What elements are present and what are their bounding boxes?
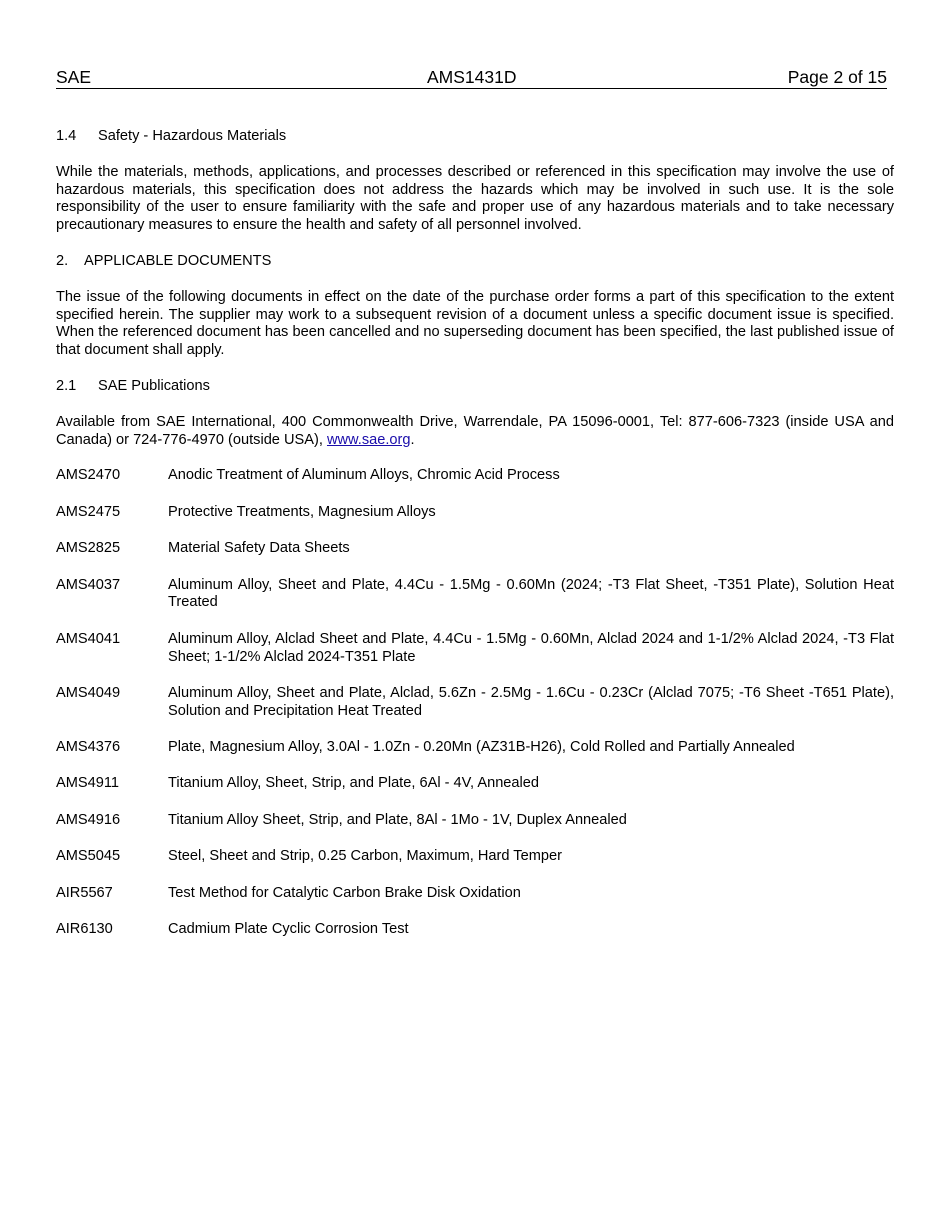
section-number: 2. xyxy=(56,252,69,269)
reference-code: AMS2475 xyxy=(56,503,121,520)
reference-title: Titanium Alloy, Sheet, Strip, and Plate, 6Al - 4V, Annealed xyxy=(168,775,540,792)
reference-code: AMS5045 xyxy=(56,848,121,865)
section-heading-safety xyxy=(56,128,894,146)
reference-title: Aluminum Alloy, Alclad Sheet and Plate, 4.4Cu - 1.5Mg - 0.60Mn, Alclad 2024 and 1-1/2% Alclad 2024, -T3 Flat Sheet; 1-1/2% Alclad 2024-T351 Plate xyxy=(168,630,894,665)
header-page-number: Page 2 of 15 xyxy=(787,67,887,87)
reference-item xyxy=(56,467,894,485)
section-number: 1.4 xyxy=(56,128,77,144)
section-number: 2.1 xyxy=(56,377,77,394)
reference-code: AMS4049 xyxy=(56,684,121,701)
sae-availability-paragraph xyxy=(56,414,894,450)
header-organization: SAE xyxy=(56,67,92,87)
availability-text: Available from SAE International, 400 Commonwealth Drive, Warrendale, PA 15096-0001, Tel: 877-606-7323 (inside USA and Canada) or 724-776-4970 (outside USA), xyxy=(56,413,894,448)
reference-item xyxy=(56,885,894,903)
reference-title: Protective Treatments, Magnesium Alloys xyxy=(168,503,436,520)
section-title: APPLICABLE DOCUMENTS xyxy=(84,252,272,269)
sae-website-link[interactable]: www.sae.org xyxy=(326,431,411,448)
reference-item xyxy=(56,540,894,558)
reference-title: Cadmium Plate Cyclic Corrosion Test xyxy=(168,921,409,938)
section-heading-sae-publications xyxy=(56,378,894,396)
reference-code: AIR6130 xyxy=(56,921,113,938)
reference-title: Anodic Treatment of Aluminum Alloys, Chromic Acid Process xyxy=(168,467,560,484)
reference-list xyxy=(56,467,894,938)
reference-title: Plate, Magnesium Alloy, 3.0Al - 1.0Zn - 0.20Mn (AZ31B-H26), Cold Rolled and Partially Annealed xyxy=(168,739,795,756)
reference-title: Aluminum Alloy, Sheet and Plate, 4.4Cu - 1.5Mg - 0.60Mn (2024; -T3 Flat Sheet, -T351 Plate), Solution Heat Treated xyxy=(168,576,894,611)
header-document-number: AMS1431D xyxy=(427,67,517,87)
reference-code: AMS4041 xyxy=(56,630,121,647)
reference-code: AMS4376 xyxy=(56,739,121,756)
reference-code: AIR5567 xyxy=(56,884,113,901)
safety-paragraph: While the materials, methods, applications, and processes described or referenced in this specification may involve the use of hazardous materials, this specification does not address the hazards which may be involved in such use. It is the sole responsibility of the user to ensure familiarity with the safe and proper use of any hazardous materials and to take necessary precautionary measures to ensure the health and safety of all personnel involved. xyxy=(56,163,894,234)
reference-title: Aluminum Alloy, Sheet and Plate, Alclad, 5.6Zn - 2.5Mg - 1.6Cu - 0.23Cr (Alclad 7075; -T6 Sheet -T651 Plate), Solution and Precipitation Heat Treated xyxy=(168,684,894,719)
reference-item xyxy=(56,921,894,939)
reference-code: AMS4911 xyxy=(56,775,120,792)
applicable-documents-paragraph: The issue of the following documents in effect on the date of the purchase order forms a part of this specification to the extent specified herein. The supplier may work to a subsequent revision of a document unless a specific document issue is specified. When the referenced document has been cancelled and no superseding document has been specified, the last published issue of that document shall apply. xyxy=(56,288,894,359)
availability-text-end: . xyxy=(410,431,415,448)
reference-item xyxy=(56,812,894,830)
section-title: SAE Publications xyxy=(98,377,210,394)
reference-item xyxy=(56,631,894,667)
reference-item xyxy=(56,848,894,866)
reference-title: Test Method for Catalytic Carbon Brake Disk Oxidation xyxy=(168,884,521,901)
reference-title: Titanium Alloy Sheet, Strip, and Plate, 8Al - 1Mo - 1V, Duplex Annealed xyxy=(168,811,627,828)
reference-code: AMS2470 xyxy=(56,467,121,484)
reference-item xyxy=(56,577,894,613)
page-body xyxy=(56,128,894,957)
reference-title: Material Safety Data Sheets xyxy=(168,540,350,557)
reference-code: AMS4916 xyxy=(56,811,121,828)
page-header xyxy=(56,66,887,89)
reference-code: AMS2825 xyxy=(56,540,121,557)
reference-item xyxy=(56,739,894,757)
reference-item xyxy=(56,504,894,522)
reference-item xyxy=(56,775,894,793)
reference-title: Steel, Sheet and Strip, 0.25 Carbon, Maximum, Hard Temper xyxy=(168,848,562,865)
reference-code: AMS4037 xyxy=(56,576,121,593)
section-heading-applicable-documents xyxy=(56,253,894,271)
section-title: Safety - Hazardous Materials xyxy=(98,128,287,144)
reference-item xyxy=(56,685,894,721)
